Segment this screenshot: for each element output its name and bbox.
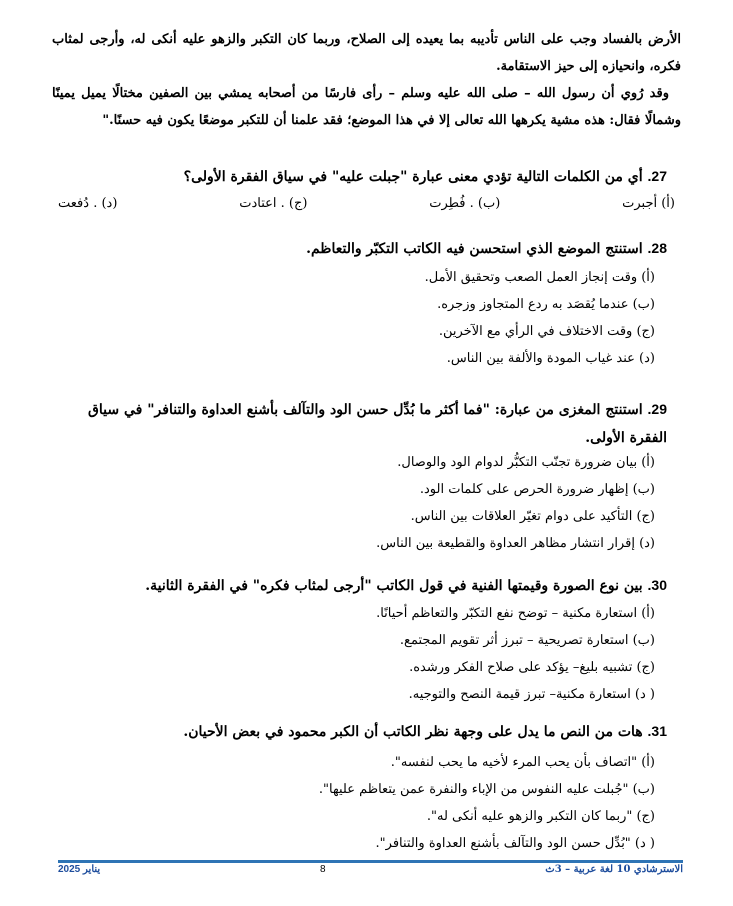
passage-text (52, 26, 681, 134)
question-number: 28. (647, 240, 667, 256)
option-a[interactable]: (أ) بيان ضرورة تجنّب التكبُّر لدوام الود والوصال. (397, 455, 655, 470)
question-28-options (425, 264, 655, 372)
question-29-options (376, 449, 655, 557)
option-a[interactable]: (أ) استعارة مكنية – توضح نفع التكبّر والتعاظم أحيانًا. (376, 606, 655, 621)
option-d[interactable]: (د) . دُفعت (58, 196, 118, 211)
option-c[interactable]: (ج) وقت الاختلاف في الرأي مع الآخرين. (438, 324, 655, 339)
option-c[interactable]: (ج) التأكيد على دوام تغيّر العلاقات بين الناس. (410, 509, 655, 524)
option-d[interactable]: ( د) استعارة مكنية– تبرز قيمة النصح والتوجيه. (408, 687, 655, 702)
passage-line-2: وقد رُوي أن رسول الله – صلى الله عليه وسلم – رأى فارسًا من أصحابه يمشي بين الصفين مختالًا يميل يمينًا وشمالًا فقال: هذه مشية يكرهها الله تعالى إلا في هذا الموضع؛ فقد علمنا أن للتكبر موضعًا يكون فيه حسنًا." (52, 86, 681, 128)
question-number: 27. (647, 168, 667, 184)
option-c[interactable]: (ج) "ربما كان التكبر والزهو عليه أنكى له". (426, 809, 655, 824)
option-d[interactable]: (د) عند غياب المودة والألفة بين الناس. (446, 351, 655, 366)
question-31-options (319, 749, 655, 857)
question-text: استنتج المغزى من عبارة: "فما أكثر ما بُدِّل حسن الود والتآلف بأشنع العداوة والتنافر" في سياق الفقرة الأولى. (88, 402, 667, 446)
footer-date: يناير 2025 (58, 864, 101, 875)
footer-divider (58, 860, 683, 863)
option-b[interactable]: (ب) عندما يُقصَد به ردع المتجاوز وزجره. (437, 297, 655, 312)
question-30-options (376, 600, 655, 708)
passage-line-1: الأرض بالفساد وجب على الناس تأديبه بما يعيده إلى الصلاح، وربما كان التكبر والزهو عليه أنكى له، وأرجى لمثاب فكره، وانحيازه إلى حيز الاستقامة. (52, 32, 681, 74)
option-c[interactable]: (ج) . اعتادت (239, 196, 308, 211)
question-number: 31. (647, 723, 667, 739)
option-b[interactable]: (ب) إظهار ضرورة الحرص على كلمات الود. (419, 482, 655, 497)
question-text: أي من الكلمات التالية تؤدي معنى عبارة "جبلت عليه" في سياق الفقرة الأولى؟ (183, 169, 643, 185)
question-27-options (58, 196, 675, 211)
page-number: 8 (319, 864, 326, 875)
option-d[interactable]: (د) إقرار انتشار مظاهر العداوة والقطيعة بين الناس. (376, 536, 655, 551)
option-c[interactable]: (ج) تشبيه بليغ– يؤكد على صلاح الفكر ورشده. (409, 660, 655, 675)
question-28 (306, 240, 667, 257)
question-number: 30. (647, 577, 667, 593)
option-a[interactable]: (أ) "اتصاف بأن يحب المرء لأخيه ما يحب لنفسه". (390, 755, 655, 770)
question-30 (145, 577, 667, 594)
option-b[interactable]: (ب) . فُطِرت (429, 196, 501, 211)
option-b[interactable]: (ب) استعارة تصريحية – تبرز أثر تقويم المجتمع. (399, 633, 655, 648)
question-text: هات من النص ما يدل على وجهة نظر الكاتب أن الكبر محمود في بعض الأحيان. (183, 724, 643, 740)
option-d[interactable]: ( د) "بُدِّل حسن الود والتآلف بأشنع العداوة والتنافر". (375, 836, 655, 851)
question-31 (183, 723, 667, 740)
question-text: بين نوع الصورة وقيمتها الفنية في قول الكاتب "أرجى لمثاب فكره" في الفقرة الثانية. (145, 578, 643, 594)
question-number: 29. (647, 401, 667, 417)
question-29 (78, 395, 667, 452)
option-b[interactable]: (ب) "جُبلت عليه النفوس من الإباء والنفرة عمن يتعاظم عليها". (318, 782, 655, 797)
option-a[interactable]: (أ) أجبرت (622, 196, 675, 211)
footer-exam-title: الاسترشادي 10 لغة عربية – 3ث (545, 864, 683, 875)
question-text: استنتج الموضع الذي استحسن فيه الكاتب التكبّر والتعاظم. (306, 241, 643, 257)
page-footer (58, 864, 683, 875)
option-a[interactable]: (أ) وقت إنجاز العمل الصعب وتحقيق الأمل. (424, 270, 655, 285)
question-27 (184, 168, 667, 185)
